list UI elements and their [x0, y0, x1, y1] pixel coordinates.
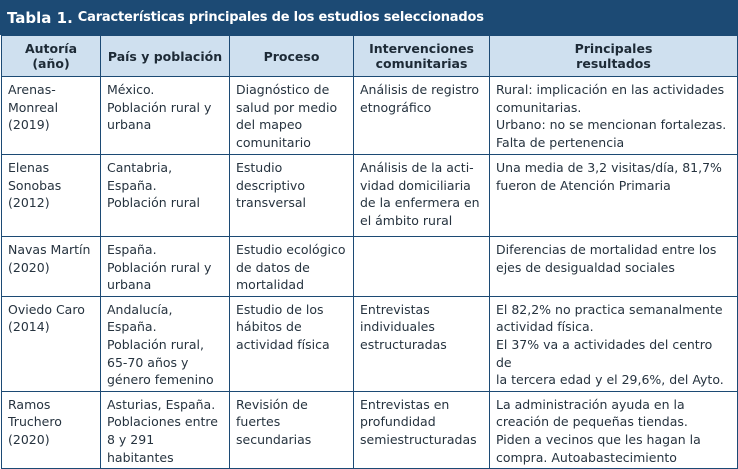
table-cell — [2, 296, 101, 391]
cell-text-line: urbana — [107, 117, 152, 133]
cell-text-line: Ramos — [8, 396, 51, 412]
cell-text-line: Análisis de registro — [360, 82, 480, 97]
table-cell — [354, 77, 490, 155]
cell-text-line: Truchero — [8, 414, 62, 430]
cell-text-line: El 37% va a actividades del centro de — [496, 336, 713, 370]
header-row — [2, 36, 738, 77]
table-cell — [490, 296, 738, 391]
cell-text-line: de datos de — [236, 259, 310, 275]
table-cell — [2, 391, 101, 468]
cell-text-line: vidad domiciliaria — [360, 177, 471, 193]
cell-text-line: Población rural y — [107, 99, 212, 115]
cell-text-line: fuertes — [236, 414, 281, 430]
cell-text-line: Elenas — [8, 160, 50, 175]
cell-text-line: (2012) — [8, 195, 50, 211]
cell-text-line: Cantabria, España. — [107, 160, 173, 193]
cell-text-line: Estudio de los — [236, 301, 324, 317]
cell-text-line: Población rural, — [107, 336, 205, 352]
cell-text-line: Diferencias de mortalidad entre los — [496, 242, 717, 257]
cell-text-line: Andalucía, España. — [107, 301, 173, 335]
table-cell — [354, 237, 490, 297]
table-cell — [354, 155, 490, 237]
table-cell — [490, 155, 738, 237]
column-header-line: Intervenciones — [369, 41, 474, 56]
table-cell — [230, 391, 354, 468]
cell-text-line: hábitos de — [236, 319, 302, 335]
cell-text-line: Asturias, España. — [107, 396, 216, 412]
cell-text-line: Estudio — [236, 160, 283, 175]
cell-text-line: Arenas- — [8, 82, 56, 97]
cell-text-line: fueron de Atención Primaria — [496, 177, 671, 193]
cell-text-line: Piden a vecinos que les hagan la — [496, 431, 701, 447]
table-cell — [2, 155, 101, 237]
table-cell — [490, 77, 738, 155]
column-header-line: País y población — [107, 48, 223, 64]
table-cell — [490, 391, 738, 468]
column-header-line: Principales — [574, 41, 653, 56]
cell-text-line: Entrevistas — [360, 301, 430, 317]
table-cell — [230, 237, 354, 297]
cell-text-line: la tercera edad y el 29,6%, del Ayto. — [496, 372, 724, 388]
cell-text-line: Urbano: no se mencionan fortalezas. — [496, 117, 727, 133]
cell-text-line: transversal — [236, 195, 307, 211]
table-body — [2, 77, 738, 469]
table-cell — [101, 296, 230, 391]
column-header — [354, 36, 490, 77]
cell-text-line: Oviedo Caro — [8, 301, 85, 317]
table-cell — [2, 77, 101, 155]
table-cell — [101, 77, 230, 155]
table-cell — [101, 391, 230, 468]
cell-text-line: secundarias — [236, 431, 312, 447]
table-cell — [230, 155, 354, 237]
cell-text-line: creación de pequeñas tiendas. — [496, 414, 688, 430]
column-header-line: resultados — [576, 56, 651, 71]
cell-text-line: comunitarias. — [496, 99, 582, 115]
cell-text-line: individuales — [360, 319, 435, 335]
cell-text-line: Monreal — [8, 99, 59, 115]
cell-text-line: del mapeo — [236, 117, 303, 133]
cell-text-line: descriptivo — [236, 177, 305, 193]
cell-text-line: compra. Autoabastecimiento — [496, 449, 677, 465]
cell-text-line: estructuradas — [360, 336, 447, 352]
cell-text-line: (2020) — [8, 259, 50, 275]
cell-text-line: Análisis de la acti- — [360, 160, 474, 175]
cell-text-line: (2020) — [8, 431, 50, 447]
cell-text-line: actividad física. — [496, 319, 594, 335]
column-header — [490, 36, 738, 77]
cell-text-line: comunitario — [236, 134, 311, 150]
column-header-line: Autoría — [24, 41, 78, 56]
table-cell — [230, 296, 354, 391]
table-cell — [230, 77, 354, 155]
cell-text-line: ejes de desigualdad sociales — [496, 259, 675, 275]
cell-text-line: el ámbito rural — [360, 212, 453, 228]
table-cell — [101, 155, 230, 237]
cell-text-line: El 82,2% no practica semanalmente — [496, 301, 723, 317]
cell-text-line: Navas Martín — [8, 242, 91, 257]
cell-text-line: salud por medio — [236, 99, 338, 115]
table-cell — [354, 391, 490, 468]
cell-text-line: semiestructuradas — [360, 431, 477, 447]
cell-text-line: actividad física — [236, 336, 330, 352]
cell-text-line: urbana — [107, 277, 152, 293]
cell-text-line: Población rural y — [107, 259, 212, 275]
column-header — [230, 36, 354, 77]
cell-text-line: mortalidad — [236, 277, 304, 293]
cell-text-line: género femenino — [107, 372, 214, 388]
cell-text-line: de la enfermera en — [360, 195, 480, 211]
table-row — [2, 155, 738, 237]
cell-text-line: profundidad — [360, 414, 436, 430]
table-row — [2, 237, 738, 297]
cell-text-line: España. — [107, 242, 157, 257]
table-row — [2, 391, 738, 468]
cell-text-line: Poblaciones entre — [107, 414, 218, 430]
cell-text-line: Falta de pertenencia — [496, 134, 625, 150]
table-cell — [2, 237, 101, 297]
table-title-bar — [0, 0, 738, 35]
cell-text-line: Rural: implicación en las actividades — [496, 82, 725, 97]
cell-text-line: Población rural — [107, 195, 201, 211]
cell-text-line: etnográfico — [360, 99, 432, 115]
cell-text-line: Estudio ecológico — [236, 242, 346, 257]
cell-text-line: Sonobas — [8, 177, 62, 193]
cell-text-line: 8 y 291 habitantes — [107, 431, 174, 465]
cell-text-line: (2019) — [8, 117, 50, 133]
table-number: Tabla 1. — [7, 8, 73, 27]
table-cell — [490, 237, 738, 297]
studies-table — [1, 35, 738, 469]
table-title: Características principales de los estudios seleccionados — [77, 10, 484, 25]
cell-text-line: México. — [107, 82, 155, 97]
column-header — [101, 36, 230, 77]
table-cell — [101, 237, 230, 297]
column-header-line: Proceso — [263, 48, 320, 64]
cell-text-line: 65-70 años y — [107, 354, 189, 370]
table-row — [2, 296, 738, 391]
cell-text-line: Revisión de — [236, 396, 308, 412]
cell-text-line: La administración ayuda en la — [496, 396, 685, 412]
cell-text-line: Diagnóstico de — [236, 82, 330, 97]
cell-text-line: (2014) — [8, 319, 50, 335]
column-header — [2, 36, 101, 77]
cell-text-line: Una media de 3,2 visitas/día, 81,7% — [496, 160, 722, 175]
cell-text-line: Entrevistas en — [360, 396, 450, 412]
column-header-line: (año) — [32, 56, 70, 71]
column-header-line: comunitarias — [375, 56, 468, 71]
table-row — [2, 77, 738, 155]
table-cell — [354, 296, 490, 391]
